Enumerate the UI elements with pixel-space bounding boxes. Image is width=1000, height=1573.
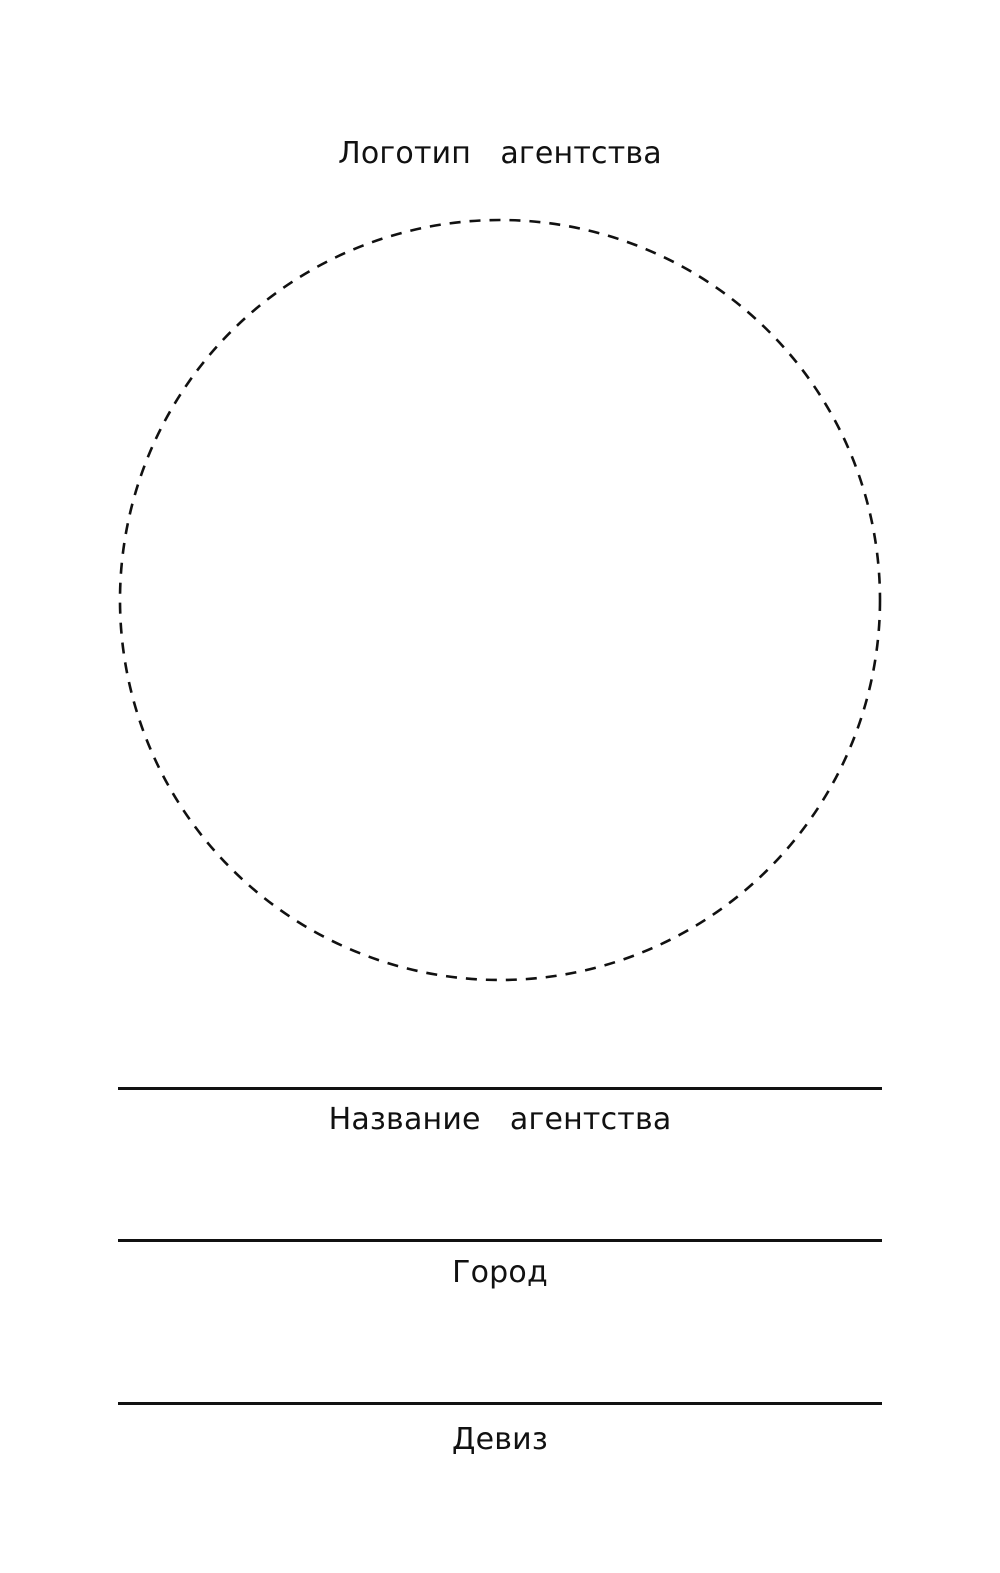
agency-name-label: Название агентства — [328, 1102, 672, 1137]
agency-name-line[interactable] — [118, 1087, 882, 1090]
motto-label: Девиз — [451, 1422, 549, 1457]
city-line[interactable] — [118, 1239, 882, 1242]
motto-line[interactable] — [118, 1402, 882, 1405]
city-label: Город — [452, 1255, 548, 1290]
logo-label: Логотип агентства — [338, 136, 662, 171]
